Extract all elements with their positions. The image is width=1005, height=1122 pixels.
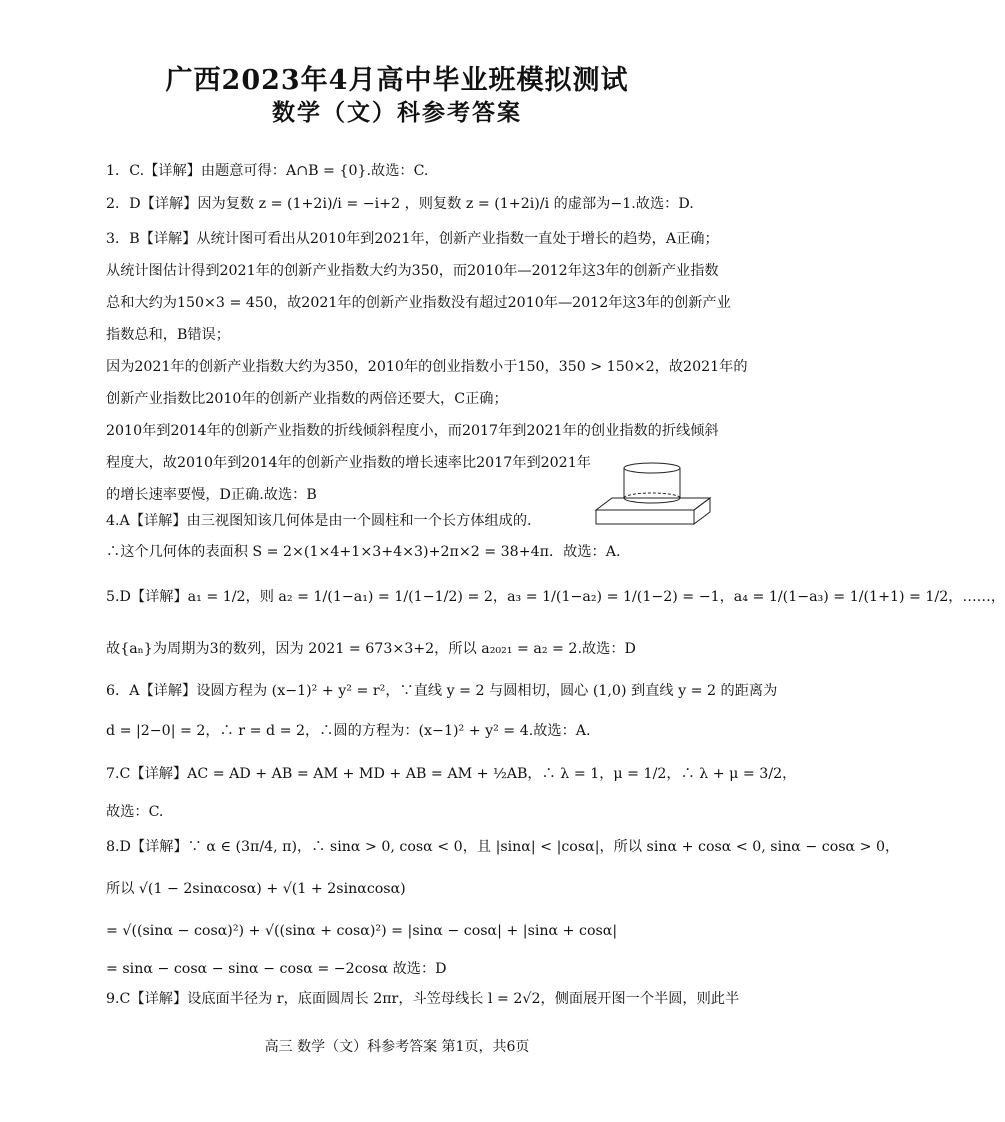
answer-3-line-6: 创新产业指数比2010年的创新产业指数的两倍还要大，C正确； — [106, 391, 508, 407]
answer-8-line-1: 8.D【详解】∵ α ∈ (3π/4, π)，∴ sinα > 0, cosα < 0，且 |sinα| < |cosα|，所以 sinα + cosα < 0, sinα − cosα > 0， — [106, 839, 900, 855]
answer-3-line-9: 的增长速率要慢，D正确.故选：B — [106, 487, 317, 503]
answer-9-line-1: 9.C【详解】设底面半径为 r，底面圆周长 2πr，斗笠母线长 l = 2√2，侧面展开图一个半圆，则此半 — [106, 991, 740, 1007]
answer-3-line-2: 从统计图估计得到2021年的创新产业指数大约为350，而2010年—2012年这3年的创新产业指数 — [106, 263, 719, 279]
answer-3-line-1: 3．B【详解】从统计图可看出从2010年到2021年，创新产业指数一直处于增长的趋势，A正确； — [106, 231, 719, 247]
answer-1: 1．C.【详解】由题意可得：A∩B = {0}.故选：C. — [106, 163, 429, 179]
answer-4-line-2: ∴这个几何体的表面积 S = 2×(1×4+1×3+4×3)+2π×2 = 38+4π．故选：A. — [106, 544, 621, 560]
page-title: 广西2023年4月高中毕业班模拟测试 — [165, 65, 629, 96]
answer-5-line-2: 故{aₙ}为周期为3的数列，因为 2021 = 673×3+2，所以 a₂₀₂₁ = a₂ = 2.故选：D — [106, 641, 636, 657]
answer-2: 2．D【详解】因为复数 z = (1+2i)/i = −i+2 ，则复数 z = (1+2i)/i 的虚部为−1.故选：D. — [106, 196, 694, 212]
answer-5-line-1: 5.D【详解】a₁ = 1/2，则 a₂ = 1/(1−a₁) = 1/(1−1/2) = 2，a₃ = 1/(1−a₂) = 1/(1−2) = −1，a₄ = 1/(1−a₃) = 1/(1+1) = 1/2，……， — [106, 589, 1005, 605]
answer-8-line-3: = √((sinα − cosα)²) + √((sinα + cosα)²) = |sinα − cosα| + |sinα + cosα| — [106, 923, 618, 939]
answer-3-line-8: 程度大，故2010年到2014年的创新产业指数的增长速率比2017年到2021年 — [106, 455, 591, 471]
answer-3-line-4: 指数总和，B错误； — [106, 327, 230, 343]
page-footer: 高三 数学（文）科参考答案 第1页，共6页 — [264, 1039, 530, 1055]
answer-4-line-1: 4.A【详解】由三视图知该几何体是由一个圆柱和一个长方体组成的. — [106, 513, 532, 529]
page-subtitle: 数学（文）科参考答案 — [272, 99, 522, 126]
answer-3-line-7: 2010年到2014年的创新产业指数的折线倾斜程度小，而2017年到2021年的创业指数的折线倾斜 — [106, 423, 719, 439]
answer-6-line-2: d = |2−0| = 2，∴ r = d = 2，∴圆的方程为：(x−1)² + y² = 4.故选：A. — [106, 723, 591, 739]
answer-7-line-1: 7.C【详解】AC = AD + AB = AM + MD + AB = AM + ½AB，∴ λ = 1，μ = 1/2，∴ λ + μ = 3/2， — [106, 766, 797, 782]
answer-7-line-2: 故选：C. — [106, 804, 164, 820]
answer-6-line-1: 6．A【详解】设圆方程为 (x−1)² + y² = r²，∵直线 y = 2 与圆相切，圆心 (1,0) 到直线 y = 2 的距离为 — [106, 683, 778, 699]
answer-3-line-3: 总和大约为150×3 = 450，故2021年的创新产业指数没有超过2010年—2012年这3年的创新产业 — [106, 295, 731, 311]
answer-8-line-4: = sinα − cosα − sinα − cosα = −2cosα 故选：D — [106, 961, 447, 977]
answer-3-line-5: 因为2021年的创新产业指数大约为350，2010年的创业指数小于150，350 > 150×2，故2021年的 — [106, 359, 748, 375]
answer-8-line-2: 所以 √(1 − 2sinαcosα) + √(1 + 2sinαcosα) — [106, 881, 406, 897]
